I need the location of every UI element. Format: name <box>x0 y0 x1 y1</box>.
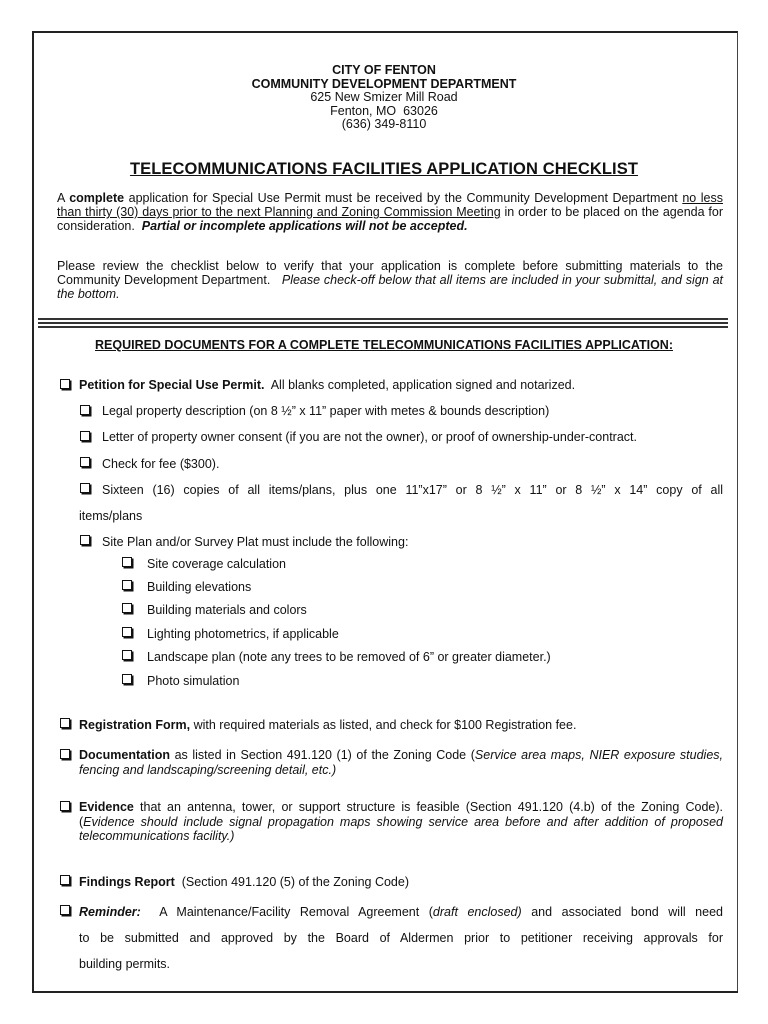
reminder-item-line3: building permits. <box>79 957 171 971</box>
intro-text-1: application for Special Use Permit must be received by the Community Development Department <box>124 191 683 205</box>
phone-number: (636) 349-8110 <box>341 117 427 131</box>
petition-checkbox[interactable] <box>60 379 70 389</box>
owner-consent-item: Letter of property owner consent (if you are not the owner), or proof of ownership-under-contract. <box>102 430 637 444</box>
site-coverage-item: Site coverage calculation <box>147 557 286 571</box>
findings-item <box>79 875 729 890</box>
reminder-text-2: and associated bond will need <box>521 905 723 919</box>
building-materials-item: Building materials and colors <box>147 603 307 617</box>
copies-checkbox[interactable] <box>80 483 90 493</box>
photo-simulation-checkbox[interactable] <box>122 674 132 684</box>
divider-line <box>38 326 728 328</box>
owner-consent-checkbox[interactable] <box>80 431 90 441</box>
registration-text: with required materials as listed, and check for $100 Registration fee. <box>190 718 577 732</box>
copies-item-line1: Sixteen (16) copies of all items/plans, plus one 11”x17” or 8 ½” x 11” or 8 ½” x 14” copy of all <box>102 483 723 497</box>
fee-checkbox[interactable] <box>80 457 90 467</box>
site-coverage-checkbox[interactable] <box>122 557 132 567</box>
document-title: TELECOMMUNICATIONS FACILITIES APPLICATION CHECKLIST <box>129 160 639 178</box>
address-line-2: Fenton, MO 63026 <box>330 103 438 118</box>
photo-simulation-item: Photo simulation <box>147 674 240 688</box>
documentation-checkbox[interactable] <box>60 749 70 759</box>
registration-item <box>79 718 729 733</box>
evidence-item <box>79 800 730 844</box>
findings-text: (Section 491.120 (5) of the Zoning Code) <box>174 875 409 889</box>
city-name: CITY OF FENTON <box>332 63 436 77</box>
petition-item <box>79 378 729 393</box>
incomplete-warning: Partial or incomplete applications will not be accepted. <box>141 219 468 234</box>
findings-label: Findings Report <box>79 875 175 889</box>
department-name: COMMUNITY DEVELOPMENT DEPARTMENT <box>251 76 517 91</box>
fee-item: Check for fee ($300). <box>102 457 220 471</box>
landscape-checkbox[interactable] <box>122 650 132 660</box>
site-plan-item: Site Plan and/or Survey Plat must include the following: <box>102 535 409 549</box>
bottom-border <box>32 991 738 993</box>
findings-checkbox[interactable] <box>60 875 70 885</box>
documentation-label: Documentation <box>79 748 170 762</box>
evidence-detail: Evidence should include signal propagation maps showing service area before and after addition of proposed telecommunications facility.) <box>79 814 723 843</box>
reminder-checkbox[interactable] <box>60 905 70 915</box>
review-text: Please review the checklist below to verify that your application is complete before submitting materials to the Community Development Department. <box>57 259 727 288</box>
divider-line <box>38 318 728 320</box>
evidence-text: that an antenna, tower, or support structure is feasible (Section 491.120 (4.b) of the Zoning Code). ( <box>79 800 730 829</box>
legal-description-item: Legal property description (on 8 ½” x 11” paper with metes & bounds description) <box>102 404 550 418</box>
lighting-checkbox[interactable] <box>122 627 132 637</box>
letterhead <box>0 64 768 132</box>
copies-item-line2: items/plans <box>79 509 143 523</box>
intro-paragraph <box>57 191 727 234</box>
intro-a: A <box>57 191 65 205</box>
documentation-text: as listed in Section 491.120 (1) of the Zoning Code ( <box>169 748 475 762</box>
evidence-label: Evidence <box>79 800 134 814</box>
draft-enclosed: draft enclosed) <box>432 905 522 919</box>
deadline-text: no less than thirty (30) days prior to the next Planning and Zoning Commission Meeting <box>57 191 723 220</box>
review-paragraph <box>57 259 727 302</box>
petition-label: Petition for Special Use Permit. <box>79 378 265 392</box>
lighting-item: Lighting photometrics, if applicable <box>147 627 339 641</box>
documentation-detail: Service area maps, NIER exposure studies, fencing and landscaping/screening detail, etc.) <box>79 748 723 777</box>
reminder-text-1: A Maintenance/Facility Removal Agreement ( <box>140 905 433 919</box>
documentation-item <box>79 748 723 777</box>
registration-checkbox[interactable] <box>60 718 70 728</box>
building-materials-checkbox[interactable] <box>122 603 132 613</box>
review-instruction: Please check-off below that all items are included in your submittal, and sign at the bottom. <box>57 273 723 302</box>
reminder-item-line1 <box>79 905 723 920</box>
reminder-item-line2: to be submitted and approved by the Board of Aldermen prior to petitioner receiving approvals for <box>79 931 723 945</box>
building-elevations-item: Building elevations <box>147 580 252 594</box>
evidence-checkbox[interactable] <box>60 801 70 811</box>
petition-text: All blanks completed, application signed and notarized. <box>264 378 576 392</box>
intro-text-2: in order to be placed on the agenda for consideration. <box>57 205 727 234</box>
site-plan-checkbox[interactable] <box>80 535 90 545</box>
landscape-item: Landscape plan (note any trees to be removed of 6” or greater diameter.) <box>147 650 551 664</box>
divider-line <box>38 322 728 324</box>
legal-description-checkbox[interactable] <box>80 405 90 415</box>
building-elevations-checkbox[interactable] <box>122 580 132 590</box>
reminder-label: Reminder: <box>79 905 141 919</box>
complete-word: complete <box>69 191 125 205</box>
address-line-1: 625 New Smizer Mill Road <box>310 90 458 104</box>
registration-label: Registration Form, <box>79 718 191 732</box>
required-documents-heading: REQUIRED DOCUMENTS FOR A COMPLETE TELECOMMUNICATIONS FACILITIES APPLICATION: <box>94 338 673 352</box>
